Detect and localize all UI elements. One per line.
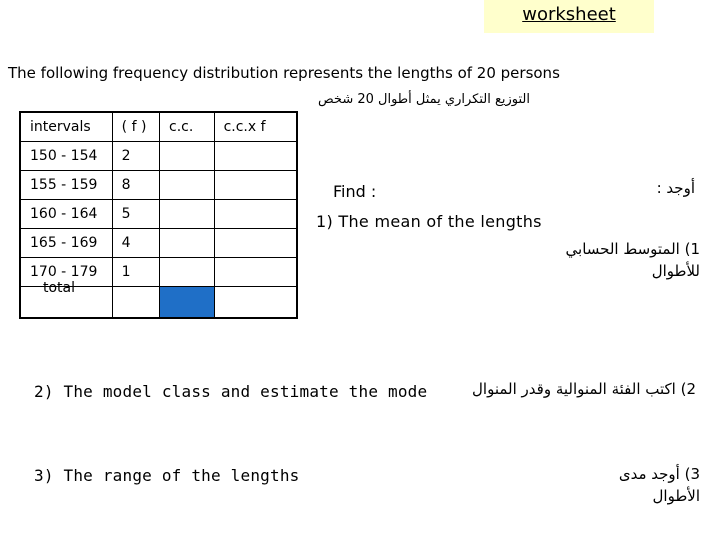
frequency-cell: 2 bbox=[112, 142, 159, 171]
find-label-arabic: أوجد : bbox=[656, 179, 695, 197]
product-cell[interactable] bbox=[214, 229, 297, 258]
table-header-row bbox=[20, 112, 297, 142]
worksheet-title: worksheet bbox=[522, 4, 616, 25]
class-center-cell[interactable] bbox=[160, 142, 215, 171]
frequency-table bbox=[19, 111, 298, 319]
intro-english: The following frequency distribution represents the lengths of 20 persons bbox=[8, 64, 560, 82]
question-1-english: 1) The mean of the lengths bbox=[316, 212, 542, 231]
frequency-cell: 8 bbox=[112, 171, 159, 200]
interval-cell: 160 - 164 bbox=[20, 200, 112, 229]
total-frequency-cell[interactable] bbox=[112, 287, 159, 319]
product-cell[interactable] bbox=[214, 142, 297, 171]
total-highlight-cell bbox=[160, 287, 215, 319]
class-center-cell[interactable] bbox=[160, 200, 215, 229]
interval-cell: 165 - 169 bbox=[20, 229, 112, 258]
frequency-cell: 5 bbox=[112, 200, 159, 229]
total-label: total bbox=[43, 280, 76, 296]
product-cell[interactable] bbox=[214, 200, 297, 229]
table-row bbox=[20, 142, 297, 171]
header-cc-times-f: c.c.x f bbox=[214, 112, 297, 142]
product-cell[interactable] bbox=[214, 258, 297, 287]
class-center-cell[interactable] bbox=[160, 258, 215, 287]
question-3-english: 3) The range of the lengths bbox=[34, 466, 300, 485]
question-2-english: 2) The model class and estimate the mode bbox=[34, 382, 428, 401]
interval-cell: 155 - 159 bbox=[20, 171, 112, 200]
frequency-cell: 4 bbox=[112, 229, 159, 258]
class-center-cell[interactable] bbox=[160, 229, 215, 258]
frequency-cell: 1 bbox=[112, 258, 159, 287]
product-cell[interactable] bbox=[214, 171, 297, 200]
header-frequency: ( f ) bbox=[112, 112, 159, 142]
header-class-center: c.c. bbox=[160, 112, 215, 142]
table-row bbox=[20, 229, 297, 258]
table-row bbox=[20, 200, 297, 229]
question-1-arabic: 1) المتوسط الحسابي للأطوال bbox=[565, 240, 700, 280]
header-intervals: intervals bbox=[20, 112, 112, 142]
total-product-cell[interactable] bbox=[214, 287, 297, 319]
total-row bbox=[20, 287, 297, 319]
total-label-cell bbox=[20, 280, 112, 319]
interval-cell: 170 - 179 bbox=[20, 258, 112, 287]
class-center-cell[interactable] bbox=[160, 171, 215, 200]
intro-arabic: التوزيع التكراري يمثل أطوال 20 شخص bbox=[318, 92, 530, 107]
question-3-arabic: 3) أوجد مدى الأطوال bbox=[618, 465, 700, 505]
question-2-arabic: 2) اكتب الفئة المنوالية وقدر المنوال bbox=[472, 380, 696, 398]
interval-cell: 150 - 154 bbox=[20, 142, 112, 171]
find-label-english: Find : bbox=[333, 182, 377, 201]
table-row bbox=[20, 171, 297, 200]
